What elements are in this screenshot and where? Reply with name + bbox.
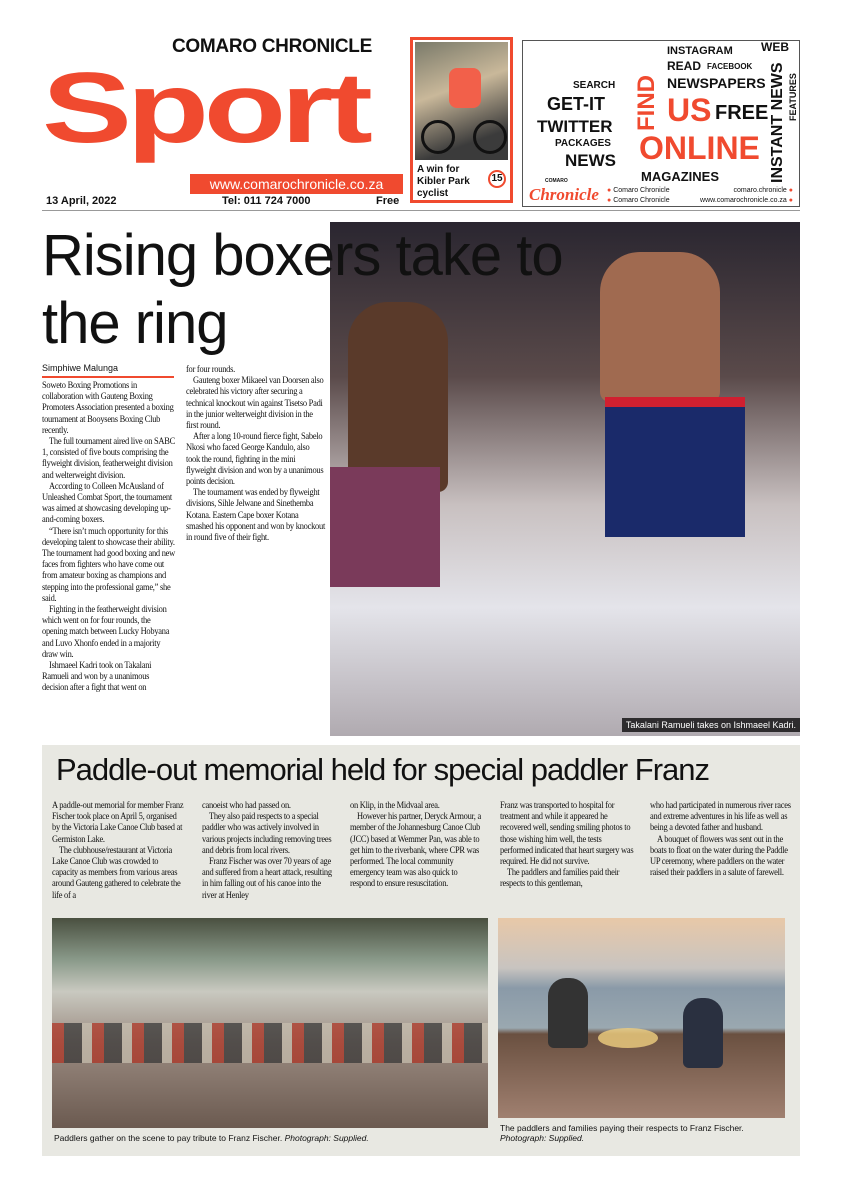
word-facebook: FACEBOOK	[707, 62, 753, 71]
instagram-icon: ●	[786, 187, 793, 194]
paragraph: who had participated in numerous river races and extreme adventures in his life as well as being a devoted father and husband.	[650, 800, 791, 834]
twitter-handle[interactable]: ● Comaro Chronicle	[607, 197, 670, 204]
paragraph: The paddlers and families paid their respects to this gentleman,	[500, 867, 620, 890]
issue-date: 13 April, 2022	[46, 195, 117, 207]
paragraph: The clubhouse/restaurant at Victoria Lake Canoe Club was crowded to capacity as members from various areas around Gauteng gathered to celebrate the life of a	[52, 844, 181, 901]
boxer-left-shorts	[330, 467, 440, 587]
word-free: FREE	[715, 102, 769, 124]
cyclist-photo	[415, 42, 508, 160]
paragraph: They also paid respects to a special paddler who was actively involved in various projects including removing trees and debris from local rivers.	[202, 811, 332, 856]
teaser-text: A win for Kibler Park cyclist	[417, 164, 470, 199]
paragraph: Fighting in the featherweight division which went on for four rounds, the opening match between Lucky Hobyana and Luvo Xhonfo ended in a majority draw win.	[42, 604, 170, 660]
paragraph: canoeist who had passed on.	[202, 800, 291, 811]
story-headline: Rising boxers take to the ring	[42, 223, 563, 356]
header-divider	[42, 210, 800, 211]
paddle-headline: Paddle-out memorial held for special paddler Franz	[56, 752, 710, 787]
story2-column	[500, 800, 634, 890]
paragraph: According to Colleen McAusland of Unleashed Combat Sport, the tournament was aimed at showcasing developing up-and-coming boxers.	[42, 480, 172, 526]
word-online: ONLINE	[639, 130, 760, 166]
word-packages: PACKAGES	[555, 138, 611, 149]
word-find: FIND	[633, 75, 660, 131]
story2-column	[350, 800, 484, 890]
paragraph: Soweto Boxing Promotions in collaboration with Gauteng Boxing Promoters Association presented a boxing tournament at Booysens Boxing Club recently.	[42, 380, 174, 436]
story1-column-1	[42, 380, 176, 694]
paragraph: Gauteng boxer Mikaeel van Doorsen also celebrated his victory after securing a technical knockout win against Tisetso Padi in the junior welterweight division in the first round.	[186, 375, 324, 432]
word-newspapers: NEWSPAPERS	[667, 75, 766, 91]
instagram-icon: ●	[607, 187, 614, 194]
facebook-icon: ●	[607, 197, 614, 204]
cyclist-teaser[interactable]	[410, 37, 513, 203]
story2-column	[202, 800, 336, 901]
paragraph: The full tournament aired live on SABC 1, consisted of five bouts comprising the flyweight division, featherweight division and welterweight division.	[42, 436, 176, 481]
paragraph: for four rounds.	[186, 364, 236, 375]
paragraph: After a long 10-round fierce fight, Sabelo Nkosi who faced George Kandulo, also took the round, fighting in the mini flyweight division and won by a unanimous points decision.	[186, 431, 324, 488]
word-twitter: TWITTER	[537, 117, 613, 136]
word-read: READ	[667, 59, 702, 73]
story1-column-2	[186, 364, 325, 543]
paragraph: on Klip, in the Midvaal area.	[350, 800, 440, 811]
paper-name: COMARO CHRONICLE	[172, 36, 372, 57]
chronicle-logo-small: COMARO	[545, 178, 568, 184]
globe-icon: ●	[786, 197, 793, 204]
word-instagram: INSTAGRAM	[667, 45, 733, 57]
boxer-right	[600, 252, 720, 402]
word-us: US	[667, 92, 712, 128]
teaser-page-number: 15	[488, 170, 506, 188]
paragraph: A bouquet of flowers was sent out in the boats to float on the water during the Paddle UP ceremony, where paddlers on the water raised their paddlers in a salute of farewell.	[650, 833, 788, 879]
facebook-handle[interactable]: ● Comaro Chronicle	[607, 187, 670, 194]
boxing-photo-caption: Takalani Ramueli takes on Ishmaeel Kadri.	[622, 718, 800, 732]
website-link[interactable]: www.comarochronicle.co.za	[190, 174, 403, 194]
sport-logo: Sport	[42, 52, 368, 164]
telephone: Tel: 011 724 7000	[222, 195, 311, 207]
story2-column	[650, 800, 791, 878]
word-magazines: MAGAZINES	[641, 169, 719, 184]
word-news: NEWS	[565, 151, 616, 170]
word-getit: GET-IT	[547, 94, 605, 114]
word-web: WEB	[761, 40, 789, 54]
word-instant-news: INSTANT NEWS	[769, 62, 786, 183]
paragraph: “There isn’t much opportunity for this developing talent to showcase their ability. The tournament had good boxing and new faces from fighters who have come out from amateur boxing as champions and stepping into the professional game,” she said.	[42, 525, 175, 604]
paragraph: A paddle-out memorial for member Franz Fischer took place on April 5, organised by the Victoria Lake Canoe Club based at Germiston Lake.	[52, 800, 184, 845]
paragraph: Franz Fischer was over 70 years of age and suffered from a heart attack, resulting in him falling out of his canoe into the river at Henley	[202, 856, 332, 901]
paragraph: The tournament was ended by flyweight divisions, Sihle Jelwane and Sinethemba Kotana. Eastern Cape boxer Kotana smashed his opponent and won by knockout in round five of their fight.	[186, 487, 326, 544]
instagram-handle[interactable]: comaro.chronicle ●	[733, 187, 793, 194]
paddlers-caption: Paddlers gather on the scene to pay tribute to Franz Fischer. Photograph: Supplied.	[54, 1133, 369, 1143]
story2-column	[52, 800, 186, 901]
paragraph: However his partner, Deryck Armour, a member of the Johannesburg Canoe Club (JCC) based at Wemmer Pan, was able to get him to the riverbank, where CPR was performed. The local community emergency team was also quick to respond to ensure resuscitation.	[350, 811, 481, 890]
word-search: SEARCH	[573, 80, 616, 91]
chronicle-logo: Chronicle	[529, 185, 599, 204]
memorial-caption: The paddlers and families paying their respects to Franz Fischer. Photograph: Supplied.	[500, 1123, 744, 1143]
website-handle[interactable]: www.comarochronicle.co.za ●	[700, 197, 793, 204]
paragraph: Franz was transported to hospital for treatment and while it appeared he recovered well, sending smiling photos to those wishing him well, the tests performed indicated that heart surgery was required. He did not survive.	[500, 800, 634, 868]
paddlers-photo	[52, 918, 488, 1128]
memorial-photo	[498, 918, 785, 1118]
word-features: FEATURES	[788, 73, 798, 121]
boxer-right-shorts	[605, 397, 745, 537]
paragraph: Ishmaeel Kadri took on Takalani Ramueli and won by a unanimous decision after a fight that went on	[42, 660, 152, 694]
price: Free	[376, 195, 400, 207]
byline: Simphiwe Malunga	[42, 363, 174, 378]
find-us-online-ad	[522, 40, 800, 207]
